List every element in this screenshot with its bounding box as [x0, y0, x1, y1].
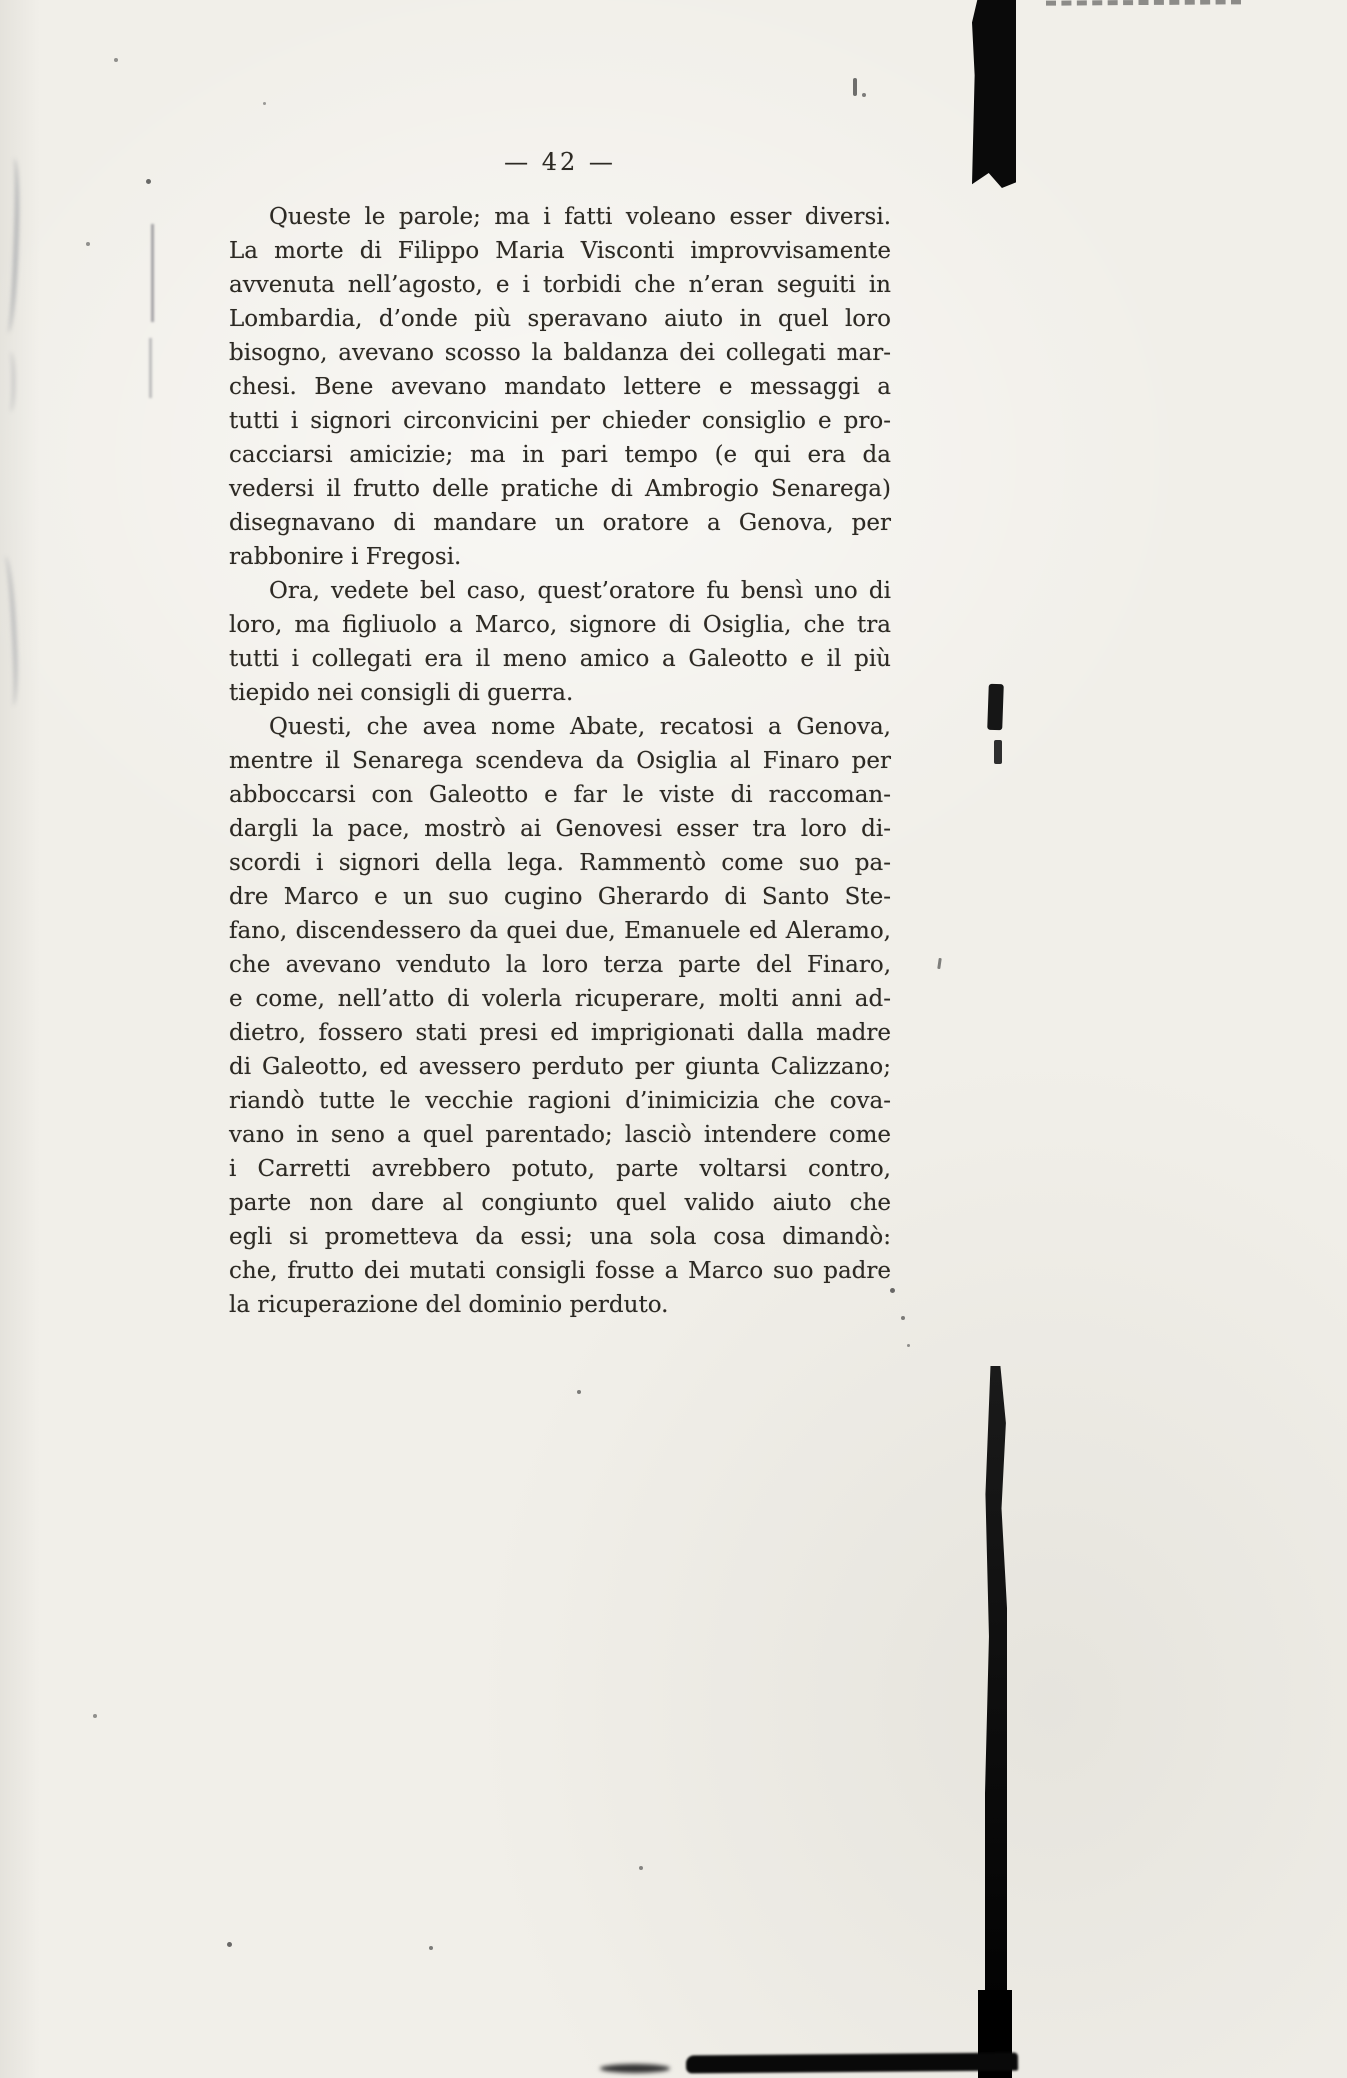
text-line: dietro, fossero stati presi ed imprigionati dalla madre: [229, 1020, 891, 1046]
scan-artifact-margin-bracket-1: [151, 224, 159, 322]
text-line: fano, discendessero da quei due, Emanuele ed Aleramo,: [229, 918, 891, 944]
text-line: Questi, che avea nome Abate, recatosi a Genova,: [269, 714, 891, 740]
scan-artifact-f-mark: [853, 78, 857, 96]
text-line: che, frutto dei mutati consigli fosse a Marco suo padre: [229, 1258, 891, 1284]
scan-speck: [429, 1946, 433, 1950]
scan-speck: [901, 1316, 905, 1320]
text-line: bisogno, avevano scosso la baldanza dei collegati mar-: [229, 340, 891, 366]
text-line: la ricuperazione del dominio perduto.: [229, 1292, 669, 1318]
text-line: La morte di Filippo Maria Visconti improvvisamente: [229, 238, 891, 264]
scan-artifact-bottom-right-bar: [985, 1366, 1007, 2078]
scan-speck: [263, 102, 266, 105]
text-line: i Carretti avrebbero potuto, parte voltarsi contro,: [229, 1156, 891, 1182]
scan-speck: [862, 93, 866, 97]
page-number: — 42 —: [504, 148, 616, 176]
scan-speck: [146, 179, 151, 184]
text-line: rabbonire i Fregosi.: [229, 544, 462, 570]
text-line: parte non dare al congiunto quel valido aiuto che: [229, 1190, 891, 1216]
text-line: riandò tutte le vecchie ragioni d’inimicizia che cova-: [229, 1088, 891, 1114]
scan-speck: [577, 1390, 581, 1394]
scan-artifact-margin-squiggle-1: [0, 158, 21, 333]
scan-speck: [907, 1344, 910, 1347]
text-line: scordi i signori della lega. Rammentò come suo pa-: [229, 850, 891, 876]
scan-speck: [86, 242, 90, 246]
text-line: tutti i signori circonvicini per chieder consiglio e pro-: [229, 408, 891, 434]
scan-speck: [227, 1942, 232, 1947]
text-line: avvenuta nell’agosto, e i torbidi che n’eran seguiti in: [229, 272, 891, 298]
text-line: abboccarsi con Galeotto e far le viste di raccoman-: [229, 782, 891, 808]
scan-artifact-bottom-smudge: [686, 2053, 1018, 2074]
text-line: dargli la pace, mostrò ai Genovesi esser tra loro di-: [229, 816, 891, 842]
text-line: che avevano venduto la loro terza parte del Finaro,: [229, 952, 891, 978]
scan-artifact-right-tick-small: [994, 740, 1002, 764]
scan-artifact-bottom-smudge-2: [600, 2064, 670, 2073]
paragraph: [229, 574, 891, 710]
scan-speck: [890, 1288, 895, 1293]
text-line: mentre il Senarega scendeva da Osiglia al Finaro per: [229, 748, 891, 774]
text-line: vedersi il frutto delle pratiche di Ambrogio Senarega): [229, 476, 891, 502]
scan-speck: [93, 1714, 97, 1718]
paragraph: [229, 200, 891, 574]
scan-artifact-margin-squiggle-3: [4, 352, 15, 412]
scan-artifact-r-mark: [937, 958, 942, 969]
scan-artifact-margin-bracket-2: [149, 338, 157, 398]
scan-artifact-right-tick: [987, 684, 1004, 730]
text-line: tiepido nei consigli di guerra.: [229, 680, 574, 706]
text-line: chesi. Bene avevano mandato lettere e messaggi a: [229, 374, 891, 400]
text-line: e come, nell’atto di volerla ricuperare, molti anni ad-: [229, 986, 891, 1012]
text-line: tutti i collegati era il meno amico a Galeotto e il più: [229, 646, 891, 672]
scan-artifact-margin-squiggle-2: [0, 556, 20, 707]
page-text-block: [229, 146, 891, 1322]
text-line: loro, ma figliuolo a Marco, signore di Osiglia, che tra: [229, 612, 891, 638]
scan-speck: [639, 1866, 643, 1870]
page-text: [229, 200, 891, 1322]
text-line: di Galeotto, ed avessero perduto per giunta Calizzano;: [229, 1054, 891, 1080]
text-line: disegnavano di mandare un oratore a Genova, per: [229, 510, 891, 536]
text-line: cacciarsi amicizie; ma in pari tempo (e qui era da: [229, 442, 891, 468]
text-line: Lombardia, d’onde più speravano aiuto in quel loro: [229, 306, 891, 332]
text-line: egli si prometteva da essi; una sola cosa dimandò:: [229, 1224, 891, 1250]
text-line: dre Marco e un suo cugino Gherardo di Santo Ste-: [229, 884, 891, 910]
scan-artifact-top-dashes: [1046, 0, 1241, 6]
scan-artifact-top-right-bar: [972, 0, 1016, 188]
text-line: Queste le parole; ma i fatti voleano esser diversi.: [269, 204, 891, 230]
text-line: Ora, vedete bel caso, quest’oratore fu bensì uno di: [269, 578, 891, 604]
scan-speck: [114, 58, 118, 62]
text-line: vano in seno a quel parentado; lasciò intendere come: [229, 1122, 891, 1148]
paragraph: [229, 710, 891, 1322]
